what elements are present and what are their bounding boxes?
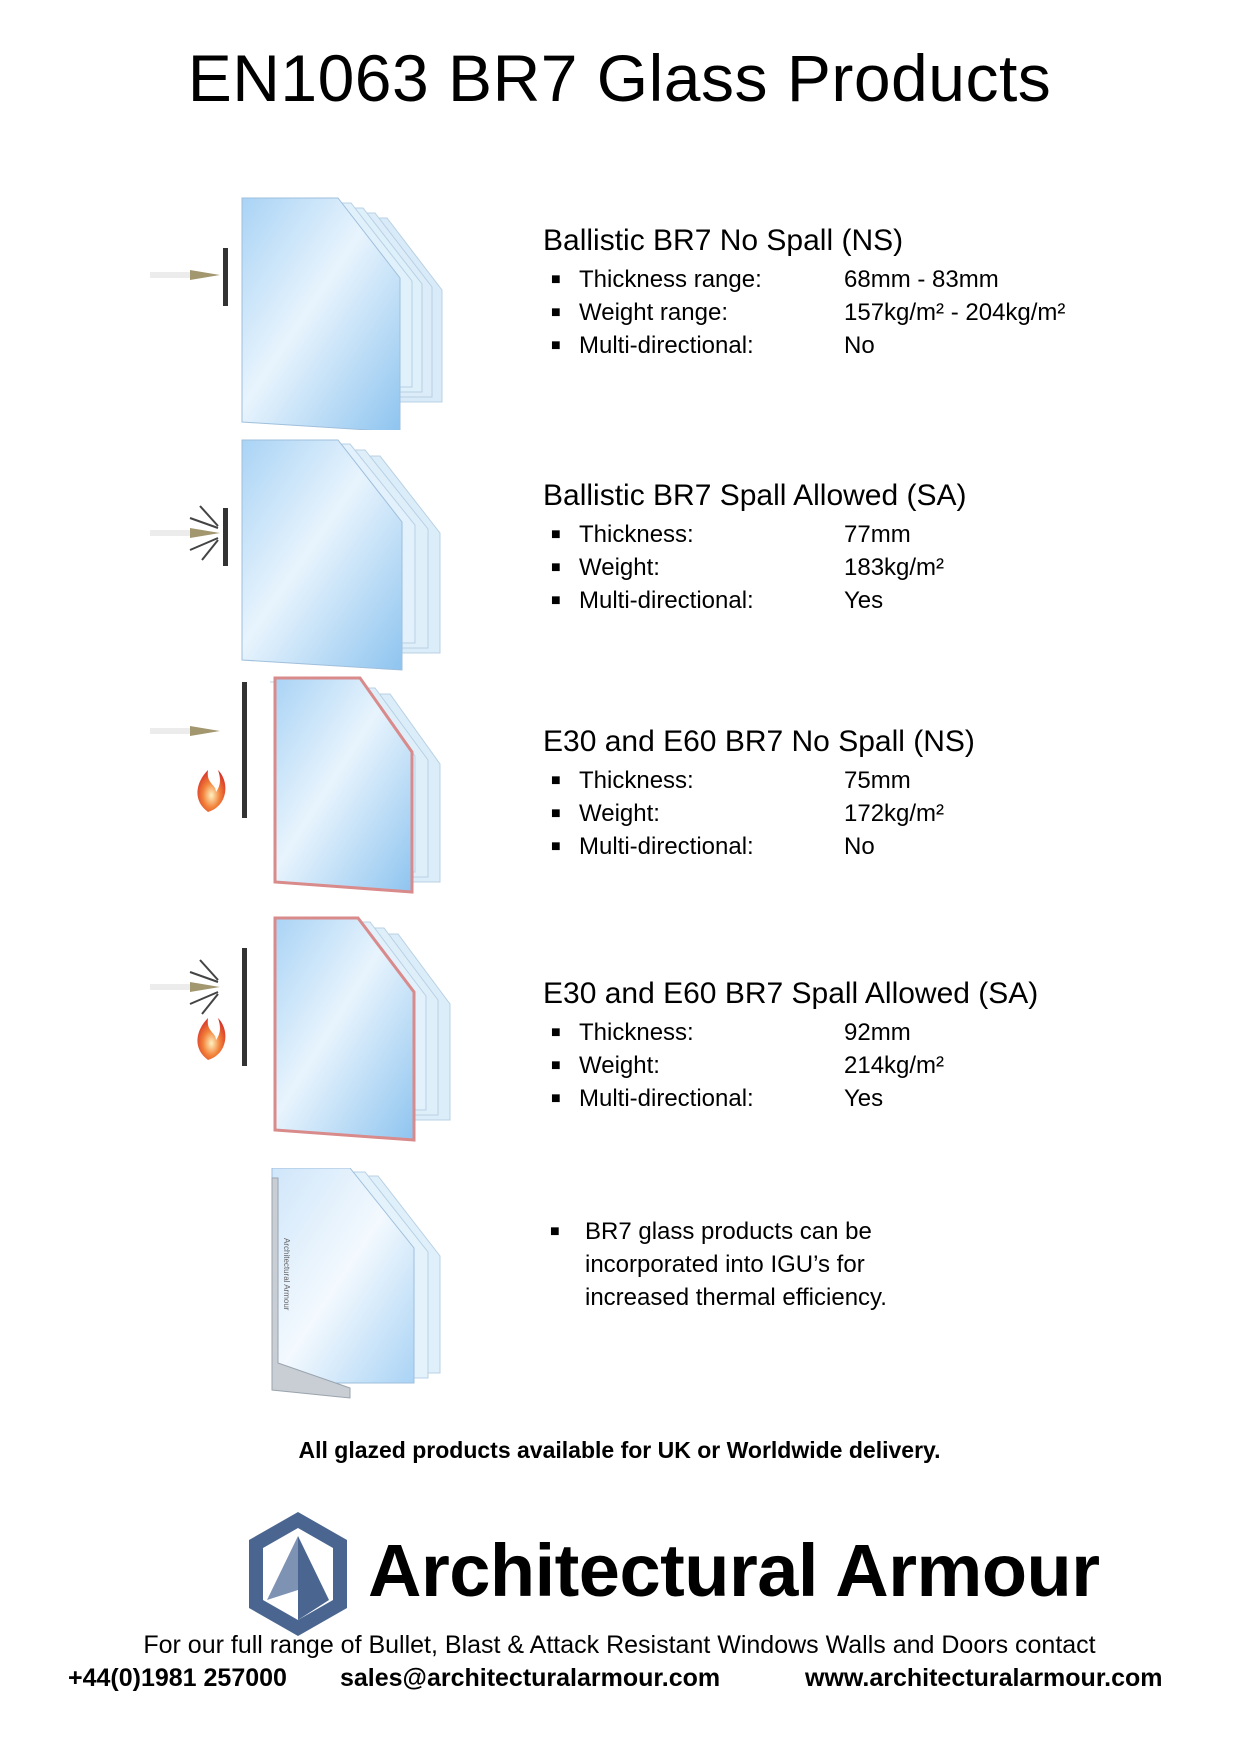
product-title: Ballistic BR7 No Spall (NS) xyxy=(543,224,904,257)
spec-value: Yes xyxy=(844,587,884,614)
spec-row: ■ Thickness: 75mm xyxy=(543,764,1183,797)
spec-row: ■ Thickness: 77mm xyxy=(543,518,1183,551)
spec-label: Weight range: xyxy=(579,299,728,326)
spec-value: 183kg/m² xyxy=(844,554,945,581)
spec-label: Multi-directional: xyxy=(579,332,754,359)
product-fire-ns xyxy=(543,724,1183,863)
glass-illustration-sa xyxy=(150,438,480,678)
delivery-note: All glazed products available for UK or Worldwide delivery. xyxy=(298,1437,941,1463)
spec-value: 92mm xyxy=(844,1019,911,1046)
spec-row: ■ Weight: 172kg/m² xyxy=(543,797,1183,830)
product-ns xyxy=(543,223,1183,362)
spec-row: ■ Weight: 183kg/m² xyxy=(543,551,1183,584)
spec-value: No xyxy=(844,332,875,359)
spec-label: Weight: xyxy=(579,800,660,827)
armour-shield-icon xyxy=(245,1510,351,1638)
spec-row: ■ Thickness: 92mm xyxy=(543,1016,1183,1049)
glass-illustration-ns xyxy=(150,190,480,430)
product-sa xyxy=(543,478,1183,617)
spec-row: ■ Weight: 214kg/m² xyxy=(543,1049,1183,1082)
glass-illustration-fire-ns xyxy=(150,672,480,912)
brand-logo xyxy=(245,1510,1100,1640)
phone-number[interactable]: +44(0)1981 257000 xyxy=(68,1664,287,1692)
spec-value: 172kg/m² xyxy=(844,800,945,827)
glass-illustration-fire-sa xyxy=(150,912,480,1152)
product-title: E30 and E60 BR7 No Spall (NS) xyxy=(543,725,975,758)
product-title: Ballistic BR7 Spall Allowed (SA) xyxy=(543,479,967,512)
contact-details xyxy=(0,1664,1239,1700)
spec-row: ■ Multi-directional: No xyxy=(543,830,1183,863)
spec-value: 77mm xyxy=(844,521,911,548)
bullet-icon xyxy=(150,726,220,736)
igu-spacer-label: Architectural Armour xyxy=(282,1238,291,1311)
spec-label: Thickness range: xyxy=(579,266,762,293)
spec-row: ■ Multi-directional: Yes xyxy=(543,1082,1183,1115)
spec-value: 68mm - 83mm xyxy=(844,266,999,293)
glass-panes xyxy=(242,198,442,430)
brand-name: Architectural Armour xyxy=(368,1529,1100,1612)
spec-value: 75mm xyxy=(844,767,911,794)
igu-note-text: BR7 glass products can be incorporated into IGU’s for increased thermal efficiency. xyxy=(585,1218,887,1311)
spec-label: Multi-directional: xyxy=(579,833,754,860)
spec-label: Multi-directional: xyxy=(579,1085,754,1112)
page-title: EN1063 BR7 Glass Products xyxy=(187,41,1052,115)
product-fire-sa xyxy=(543,976,1183,1115)
spec-label: Thickness: xyxy=(579,767,694,794)
spec-value: No xyxy=(844,833,875,860)
igu-illustration xyxy=(150,1168,480,1408)
bullet-icon xyxy=(150,270,220,280)
igu-note: ■ BR7 glass products can be incorporated into IGU’s for increased thermal efficiency. xyxy=(550,1215,970,1314)
spec-label: Weight: xyxy=(579,554,660,581)
spec-value: 157kg/m² - 204kg/m² xyxy=(844,299,1066,326)
fire-icon xyxy=(197,1018,225,1060)
spec-value: Yes xyxy=(844,1085,884,1112)
product-title: E30 and E60 BR7 Spall Allowed (SA) xyxy=(543,977,1039,1010)
spec-label: Thickness: xyxy=(579,1019,694,1046)
contact-line: For our full range of Bullet, Blast & Attack Resistant Windows Walls and Doors contact xyxy=(143,1631,1096,1659)
website-link[interactable]: www.architecturalarmour.com xyxy=(805,1664,1163,1692)
spec-row: ■ Weight range: 157kg/m² - 204kg/m² xyxy=(543,296,1183,329)
spec-label: Thickness: xyxy=(579,521,694,548)
email-link[interactable]: sales@architecturalarmour.com xyxy=(340,1664,721,1692)
fire-icon xyxy=(197,770,225,812)
spec-label: Weight: xyxy=(579,1052,660,1079)
bullet-icon xyxy=(150,528,220,538)
bullet-icon xyxy=(150,982,220,992)
spec-value: 214kg/m² xyxy=(844,1052,945,1079)
spec-row: ■ Thickness range: 68mm - 83mm xyxy=(543,263,1183,296)
spec-row: ■ Multi-directional: No xyxy=(543,329,1183,362)
spec-label: Multi-directional: xyxy=(579,587,754,614)
spec-row: ■ Multi-directional: Yes xyxy=(543,584,1183,617)
